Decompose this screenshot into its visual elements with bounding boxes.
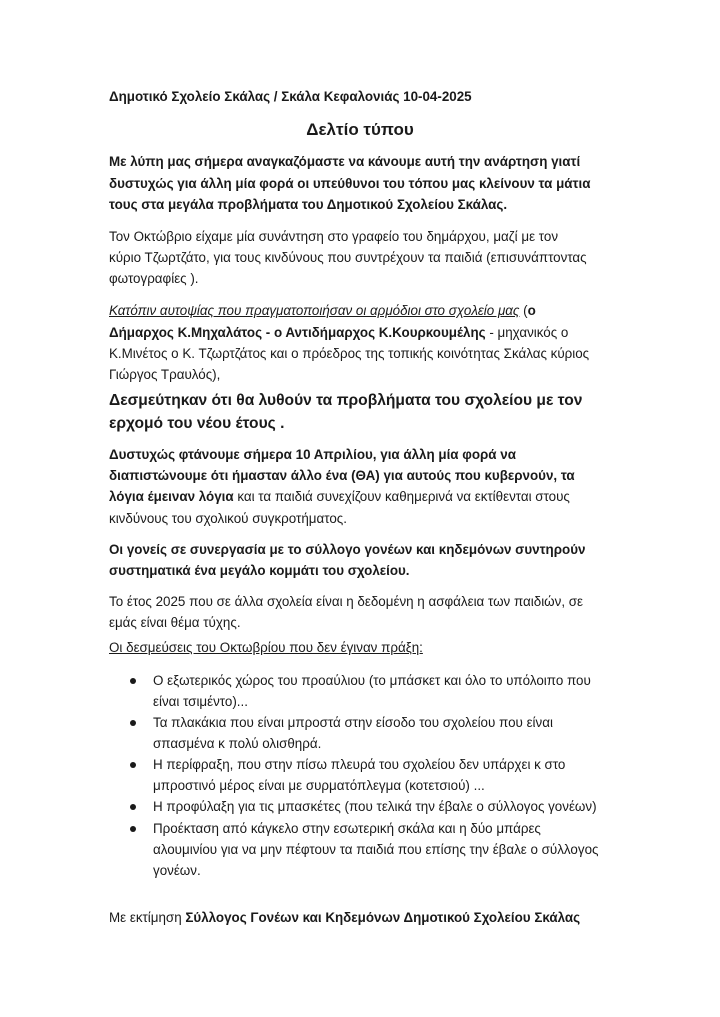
header-line xyxy=(109,86,472,108)
parents-line xyxy=(109,539,585,561)
inspection-line xyxy=(109,364,220,386)
october-meeting-line xyxy=(109,247,587,269)
text-segment: Κ.Μινέτος ο Κ. Τζωρτζάτος και ο πρόεδρος της τοπικής κοινότητας Σκάλας κύριος xyxy=(109,346,590,361)
text-segment: Με εκτίμηση xyxy=(109,910,186,925)
text-segment: εμάς είναι θέμα τύχης. xyxy=(109,615,241,630)
intro-line xyxy=(109,151,580,173)
text-segment: διαπιστώνουμε ότι ήμασταν άλλο ένα (ΘΑ) για αυτούς που κυβερνούν, τα xyxy=(109,468,575,483)
list-item-line xyxy=(153,796,597,818)
text-segment: Προέκταση από κάγκελο στην εσωτερική σκάλα και η δύο μπάρες xyxy=(153,821,541,836)
text-segment: Δυστυχώς φτάνουμε σήμερα 10 Απριλίου, για άλλη μία φορά να xyxy=(109,447,516,462)
commitment-line xyxy=(109,413,284,435)
list-item-line xyxy=(153,860,201,882)
text-segment: Κατόπιν αυτοψίας που πραγματοποιήσαν οι αρμόδιοι στο σχολείο μας xyxy=(109,303,520,318)
text-segment: Δεσμεύτηκαν ότι θα λυθούν τα προβλήματα του σχολείου με τον xyxy=(109,392,583,409)
parents-line xyxy=(109,560,410,582)
october-meeting-line xyxy=(109,226,558,248)
today-line xyxy=(109,444,516,466)
text-segment: κινδύνους του σχολικού συγκροτήματος. xyxy=(109,511,347,526)
text-segment: αλουμινίου για να μην πέφτουν τα παιδιά που επίσης την έβαλε ο σύλλογος xyxy=(153,842,599,857)
signature-line xyxy=(109,907,580,929)
text-segment: κύριο Τζωρτζάτο, για τους κινδύνους που συντρέχουν τα παιδιά (επισυνάπτοντας xyxy=(109,250,587,265)
text-segment: Οι γονείς σε συνεργασία με το σύλλογο γονέων και κηδεμόνων συντηρούν xyxy=(109,542,586,557)
list-item-line xyxy=(153,754,565,776)
list-item-line xyxy=(153,691,248,713)
list-item-line xyxy=(153,818,541,840)
intro-line xyxy=(109,173,590,195)
text-segment: Με λύπη μας σήμερα αναγκαζόμαστε να κάνουμε αυτή την ανάρτηση γιατί xyxy=(109,154,581,169)
text-segment: Σύλλογος Γονέων και Κηδεμόνων Δημοτικού Σχολείου Σκάλας xyxy=(185,910,581,925)
text-segment: σπασμένα κ πολύ ολισθηρά. xyxy=(153,736,322,751)
text-segment: Η προφύλαξη για τις μπασκέτες (που τελικά την έβαλε ο σύλλογος γονέων) xyxy=(153,799,597,814)
text-segment: γονέων. xyxy=(153,863,201,878)
text-segment: Οι δεσμεύσεις του Οκτωβρίου που δεν έγιναν πράξη: xyxy=(109,640,423,655)
text-segment: δυστυχώς για άλλη μία φορά οι υπεύθυνοι του τόπου μας κλείνουν τα μάτια xyxy=(109,176,591,191)
bullet-icon xyxy=(130,762,136,768)
text-segment: ο xyxy=(527,303,536,318)
text-segment: ερχομό του νέου έτους . xyxy=(109,415,285,432)
text-segment: Δημοτικό Σχολείο Σκάλας / Σκάλα Κεφαλονιάς 10-04-2025 xyxy=(109,89,472,104)
today-line xyxy=(109,486,570,508)
text-segment: φωτογραφίες ). xyxy=(109,271,199,286)
bullet-icon xyxy=(130,826,136,832)
commitment-line xyxy=(109,390,582,412)
inspection-line xyxy=(109,300,536,322)
text-segment: Δελτίο τύπου xyxy=(306,120,414,139)
year-line xyxy=(109,591,583,613)
text-segment: Η περίφραξη, που στην πίσω πλευρά του σχολείου δεν υπάρχει κ στο xyxy=(153,757,566,772)
list-item-line xyxy=(153,733,321,755)
october-meeting-line xyxy=(109,268,199,290)
text-segment: Δήμαρχος Κ.Μηχαλάτος - ο Αντιδήμαρχος Κ.Κουρκουμέλης xyxy=(109,325,486,340)
today-line xyxy=(109,465,575,487)
title-line xyxy=(0,119,720,141)
year-line xyxy=(109,612,241,634)
bullet-icon xyxy=(130,678,136,684)
text-segment: και τα παιδιά συνεχίζουν καθημερινά να εκτίθενται στους xyxy=(233,489,570,504)
list-item-line xyxy=(153,775,485,797)
text-segment: λόγια έμειναν λόγια xyxy=(109,489,234,504)
inspection-line xyxy=(109,343,589,365)
text-segment: Γιώργος Τραυλός), xyxy=(109,367,221,382)
text-segment: μπροστινό μέρος είναι με συρματόπλεγμα (κοτετσιού) ... xyxy=(153,778,485,793)
bullet-icon xyxy=(130,804,136,810)
today-line xyxy=(109,508,347,530)
text-segment: συστηματικά ένα μεγάλο κομμάτι του σχολείου. xyxy=(109,563,410,578)
list-item-line xyxy=(153,839,598,861)
text-segment: είναι τσιμέντο)... xyxy=(153,694,248,709)
bullet-icon xyxy=(130,720,136,726)
text-segment: - μηχανικός ο xyxy=(485,325,569,340)
inspection-line xyxy=(109,322,568,344)
list-heading-line xyxy=(109,637,423,659)
text-segment: Τον Οκτώβριο είχαμε μία συνάντηση στο γραφείο του δημάρχου, μαζί με τον xyxy=(109,229,559,244)
text-segment: Τα πλακάκια που είναι μπροστά στην είσοδο του σχολείου που είναι xyxy=(153,715,553,730)
list-item-line xyxy=(153,712,553,734)
text-segment: Ο εξωτερικός χώρος του προαύλιου (το μπάσκετ και όλο το υπόλοιπο που xyxy=(153,673,591,688)
text-segment: ( xyxy=(519,303,528,318)
text-segment: τους στα μεγάλα προβλήματα του Δημοτικού Σχολείου Σκάλας. xyxy=(109,197,508,212)
text-segment: Το έτος 2025 που σε άλλα σχολεία είναι η δεδομένη η ασφάλεια των παιδιών, σε xyxy=(109,594,583,609)
intro-line xyxy=(109,194,507,216)
list-item-line xyxy=(153,670,591,692)
